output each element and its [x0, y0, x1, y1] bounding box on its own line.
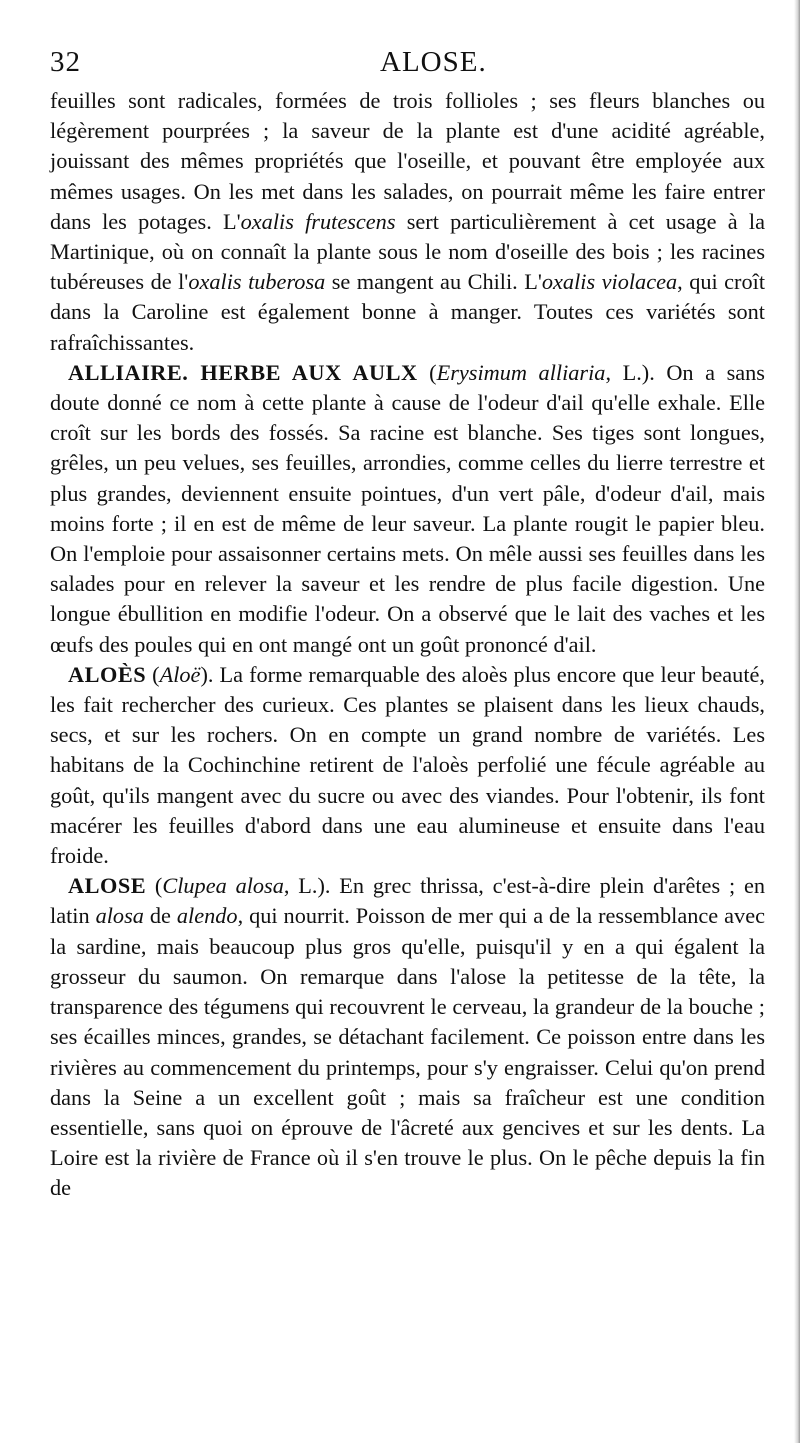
entry-text: La forme remarquable des aloès plus encore que leur beauté, les fait rechercher des curieux. Ces plantes se plaisent dans les lieux chauds, secs, et sur les rochers. On en compte un grand nombre de variétés. Les habitans de la Cochinchine retirent de l'aloès perfolié une fécule agréable au goût, qu'ils mangent avec du sucre ou avec des viandes. Pour l'obtenir, ils font macérer les feuilles d'abord dans une eau alumineuse et ensuite dans l'eau froide.	[50, 661, 765, 869]
latin-name: Clupea alosa	[162, 873, 284, 899]
latin-name: oxalis frutescens	[240, 208, 396, 234]
entry-headword: ALOSE	[68, 873, 147, 899]
latin-name: oxalis tuberosa	[188, 269, 326, 295]
entry-headword: ALOÈS	[68, 661, 147, 687]
entry-text: de	[143, 903, 177, 929]
body-text	[50, 86, 765, 1204]
page-edge-shadow	[794, 0, 800, 1443]
entry-aloes	[50, 660, 765, 871]
continuation-text: feuilles sont radicales, formées de trois follioles ; ses fleurs blanches ou légèrement pourprées ; la saveur de la plante est d'une acidité agréable, jouissant des mêmes propriétés que l'oseille, et pouvant être employée aux mêmes usages. On les met dans les salades, on pourrait même les faire entrer dans les potages. L'	[50, 88, 765, 234]
latin-suffix: , L.).	[283, 873, 340, 899]
entry-text: On a sans doute donné ce nom à cette plante à cause de l'odeur d'ail qu'elle exhale. Elle croît sur les bords des fossés. Sa racine est blanche. Ses tiges sont longues, grêles, un peu velues, ses feuilles, arrondies, comme celles du lierre terrestre et plus grandes, deviennent ensuite pointues, d'un vert pâle, d'odeur d'ail, mais moins forte ; il en est de même de leur saveur. La plante rougit le papier bleu. On l'emploie pour assaisonner certains mets. On mêle aussi ses feuilles dans les salades pour en relever la saveur et les rendre de plus facile digestion. Une longue ébullition en modifie l'odeur. On a observé que le lait des vaches et les œufs des poules qui en ont mangé ont un goût prononcé d'ail.	[50, 359, 765, 657]
continuation-text: sert particulièrement à cet usage à la Martinique, où on connaît la plante sous le nom d'oseille des bois ; les racines tubéreuses de l'	[50, 208, 765, 295]
entry-headword: ALLIAIRE. HERBE AUX AULX	[68, 359, 418, 385]
entry-text: En grec thrissa, c'est-à-dire plein d'arêtes ; en latin	[50, 873, 765, 929]
book-page	[50, 46, 765, 1204]
latin-suffix: ).	[200, 661, 220, 687]
entry-alliaire	[50, 358, 765, 660]
continuation-text: se mangent au Chili. L'	[325, 269, 542, 295]
page-number: 32	[50, 46, 81, 78]
latin-name: Erysimum alliaria	[436, 359, 606, 385]
latin-name: oxalis violacea	[541, 269, 678, 295]
continuation-text: , qui croît dans la Caroline est également bonne à manger. Toutes ces variétés sont rafraîchissantes.	[50, 269, 766, 355]
latin-word: alosa	[95, 903, 144, 929]
running-head	[50, 46, 765, 86]
running-title: ALOSE.	[380, 46, 487, 78]
entry-text: , qui nourrit. Poisson de mer qui a de la ressemblance avec la sardine, mais beaucoup plus gros qu'elle, puisqu'il y en a qui égalent la grosseur du saumon. On remarque dans l'alose la petitesse de la tête, la transparence des tégumens qui recouvrent le cerveau, la grandeur de la bouche ; ses écailles minces, grandes, se détachant facilement. Ce poisson entre dans les rivières au commencement du printemps, pour s'y engraisser. Celui qu'on prend dans la Seine a un excellent goût ; mais sa fraîcheur est une condition essentielle, sans quoi on éprouve de l'âcreté aux gencives et sur les dents. La Loire est la rivière de France où il s'en trouve le plus. On le pêche depuis la fin de	[50, 903, 765, 1201]
punctuation: (	[146, 661, 160, 687]
entry-alose	[50, 871, 765, 1203]
punctuation: (	[417, 359, 437, 385]
latin-suffix: , L.).	[605, 359, 667, 385]
punctuation: (	[146, 873, 163, 899]
oxalis-continuation-paragraph	[50, 86, 765, 358]
latin-word: alendo	[176, 903, 238, 929]
latin-name: Aloë	[159, 661, 201, 687]
